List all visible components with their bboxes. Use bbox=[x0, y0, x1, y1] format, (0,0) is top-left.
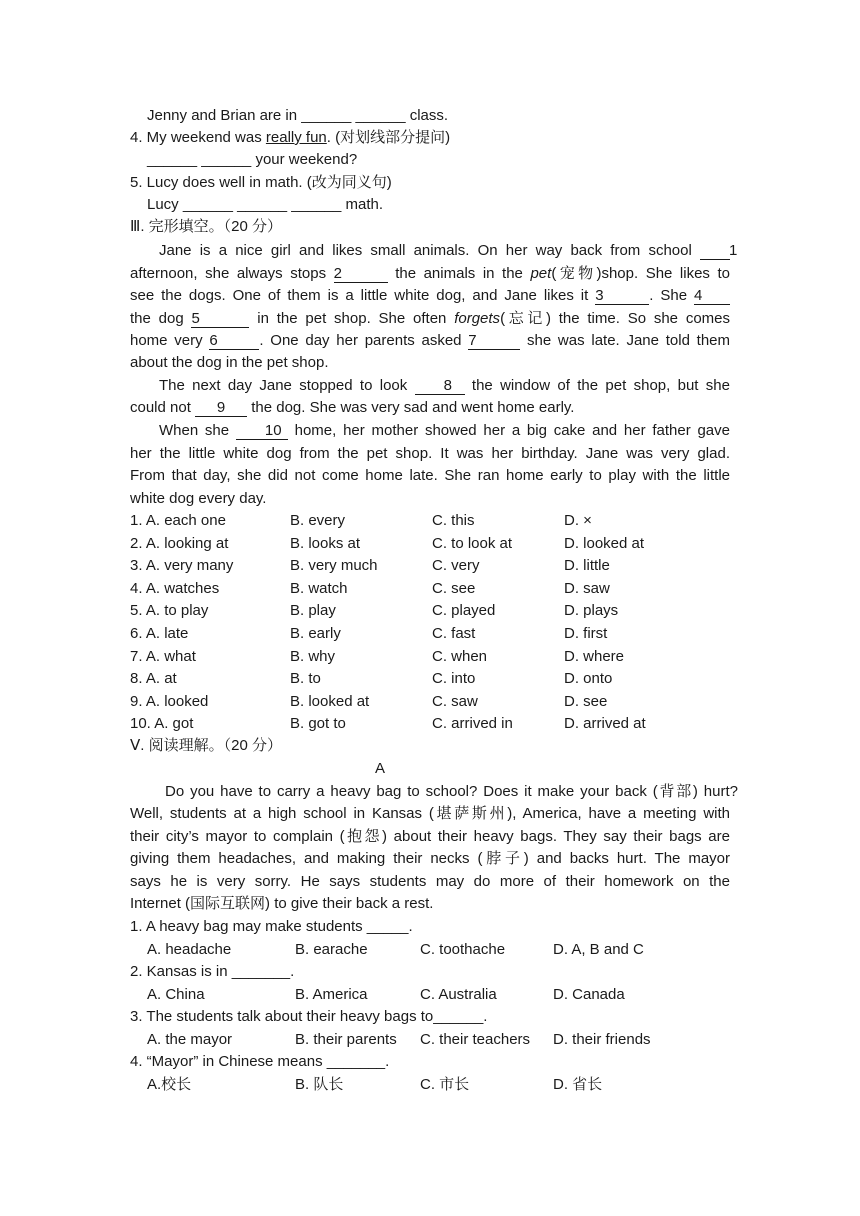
passage-line-1: Do you have to carry a heavy bag to school? Does it make your back (背部) hurt? bbox=[165, 783, 738, 800]
reading-question: 2. Kansas is in _______. bbox=[130, 963, 295, 980]
passage-label: A bbox=[374, 760, 385, 777]
cloze-blank-3: 3 bbox=[595, 287, 649, 305]
section-5-heading: Ⅴ. 阅读理解。（20 分） bbox=[130, 737, 282, 754]
cloze-line-4: the dog 5 in the pet shop. She often forgets(忘记) the time. So she comes bbox=[130, 310, 731, 327]
cloze-option: 8. A. at bbox=[130, 670, 177, 688]
cloze-option: 6. A. late bbox=[130, 625, 189, 642]
reading-option: A.校长 bbox=[147, 1075, 192, 1093]
passage-line-4: giving them headaches, and making their necks (脖子) and backs hurt. The mayor bbox=[130, 850, 730, 867]
reading-option: D. 省长 bbox=[553, 1075, 603, 1093]
cloze-line-3: see the dogs. One of them is a little white dog, and Jane likes it 3 . She 4 bbox=[130, 285, 730, 307]
sentence-jenny-brian: Jenny and Brian are in ______ ______ class. bbox=[147, 107, 449, 124]
cloze-option: B. early bbox=[290, 625, 341, 642]
cloze-option: C. into bbox=[432, 670, 476, 688]
cloze-option: B. looked at bbox=[290, 692, 370, 710]
cloze-option: 10. A. got bbox=[130, 715, 194, 733]
reading-option: D. their friends bbox=[553, 1030, 651, 1048]
cloze-option-row bbox=[130, 555, 770, 577]
reading-option: B. 队长 bbox=[295, 1075, 344, 1093]
cloze-option: D. looked at bbox=[564, 534, 645, 552]
cloze-blank-4: 4 bbox=[694, 287, 730, 305]
reading-question: 3. The students talk about their heavy bags to______. bbox=[130, 1008, 488, 1025]
cloze-option: B. got to bbox=[290, 715, 346, 733]
cloze-option: C. very bbox=[432, 557, 480, 575]
reading-option: B. earache bbox=[295, 940, 368, 958]
cloze-blank-9: 9 bbox=[195, 399, 247, 417]
reading-option: A. the mayor bbox=[147, 1030, 233, 1048]
cloze-option: C. when bbox=[432, 647, 488, 665]
cloze-option: B. to bbox=[290, 670, 321, 688]
cloze-option-row bbox=[130, 600, 770, 622]
cloze-option: 3. A. very many bbox=[130, 557, 234, 575]
cloze-blank-7: 7 bbox=[468, 332, 520, 350]
passage-line-5: says he is very sorry. He says students may do more of their homework on the bbox=[130, 873, 730, 890]
cloze-option: B. every bbox=[290, 512, 346, 529]
cloze-option-row bbox=[130, 713, 770, 735]
cloze-option-row bbox=[130, 623, 770, 645]
cloze-option-row bbox=[130, 578, 770, 600]
reading-option: C. Australia bbox=[420, 985, 497, 1003]
cloze-line-1: Jane is a nice girl and likes small animals. On her way back from school 1 bbox=[159, 242, 738, 259]
cloze-option: D. saw bbox=[564, 579, 610, 597]
reading-question: 1. A heavy bag may make students _____. bbox=[130, 918, 413, 935]
reading-option-row bbox=[130, 984, 770, 1006]
cloze-option: C. played bbox=[432, 602, 496, 620]
reading-option: D. A, B and C bbox=[553, 940, 644, 958]
cloze-option-row bbox=[130, 533, 770, 555]
reading-option: C. their teachers bbox=[420, 1030, 531, 1048]
cloze-option: B. why bbox=[290, 647, 336, 665]
reading-option: D. Canada bbox=[553, 985, 625, 1003]
cloze-line-11: From that day, she did not come home late. She ran home early to play with the little bbox=[130, 467, 730, 484]
cloze-blank-10: 10 bbox=[236, 422, 288, 440]
cloze-option: 2. A. looking at bbox=[130, 534, 229, 552]
cloze-option-row bbox=[130, 668, 770, 690]
question-5: 5. Lucy does well in math. (改为同义句) bbox=[130, 174, 392, 191]
cloze-line-10: her the little white dog from the pet shop. It was her birthday. Jane was very glad. bbox=[130, 445, 730, 462]
cloze-option: 9. A. looked bbox=[130, 692, 209, 710]
cloze-line-12: white dog every day. bbox=[130, 490, 267, 507]
reading-option: A. China bbox=[147, 985, 205, 1003]
cloze-option: C. arrived in bbox=[432, 715, 513, 733]
cloze-option: C. this bbox=[432, 512, 475, 529]
cloze-option: 7. A. what bbox=[130, 647, 196, 665]
section-3-heading: Ⅲ. 完形填空。（20 分） bbox=[130, 218, 283, 235]
reading-option: A. headache bbox=[147, 940, 232, 958]
cloze-option: 5. A. to play bbox=[130, 602, 209, 620]
cloze-blank-5: 5 bbox=[191, 310, 249, 328]
cloze-option: B. play bbox=[290, 602, 336, 620]
cloze-option: D. first bbox=[564, 625, 608, 642]
question-4: 4. My weekend was really fun. (对划线部分提问) bbox=[130, 129, 451, 146]
cloze-line-5: home very 6 . One day her parents asked 7 she was late. Jane told them bbox=[130, 332, 730, 349]
cloze-line-2: afternoon, she always stops 2 the animals in the pet(宠物)shop. She likes to bbox=[130, 265, 730, 282]
cloze-option: D. plays bbox=[564, 602, 619, 620]
cloze-option: D. arrived at bbox=[564, 715, 646, 733]
cloze-option: B. very much bbox=[290, 557, 378, 575]
reading-option: B. their parents bbox=[295, 1030, 397, 1048]
cloze-option: D. onto bbox=[564, 670, 613, 688]
cloze-option-row bbox=[130, 691, 770, 713]
cloze-option: D. see bbox=[564, 692, 608, 710]
reading-question: 4. “Mayor” in Chinese means _______. bbox=[130, 1053, 390, 1070]
cloze-line-7: The next day Jane stopped to look 8 the window of the pet shop, but she bbox=[159, 377, 730, 394]
passage-line-3: their city’s mayor to complain (抱怨) about their heavy bags. They say their bags are bbox=[130, 828, 730, 845]
reading-option-row bbox=[130, 1074, 770, 1096]
reading-option: B. America bbox=[295, 985, 368, 1003]
cloze-option: C. saw bbox=[432, 692, 478, 710]
cloze-blank-8: 8 bbox=[415, 377, 465, 395]
question-4-answer: ______ ______ your weekend? bbox=[147, 151, 358, 168]
cloze-option: C. to look at bbox=[432, 534, 513, 552]
reading-option: C. toothache bbox=[420, 940, 506, 958]
passage-line-6: Internet (国际互联网) to give their back a rest. bbox=[130, 895, 434, 912]
cloze-line-6: about the dog in the pet shop. bbox=[130, 354, 329, 371]
cloze-option: D. where bbox=[564, 647, 625, 665]
cloze-line-8: could not 9 the dog. She was very sad and went home early. bbox=[130, 399, 575, 416]
reading-option: C. 市长 bbox=[420, 1075, 470, 1093]
cloze-option-row bbox=[130, 646, 770, 668]
cloze-option: C. see bbox=[432, 579, 476, 597]
cloze-option: B. looks at bbox=[290, 534, 361, 552]
passage-line-2: Well, students at a high school in Kansas (堪萨斯州), America, have a meeting with bbox=[130, 805, 730, 822]
cloze-blank-1: 1 bbox=[700, 242, 730, 260]
cloze-line-9: When she 10 home, her mother showed her a big cake and her father gave bbox=[159, 422, 730, 439]
cloze-option: 1. A. each one bbox=[130, 512, 226, 529]
cloze-blank-2: 2 bbox=[334, 265, 388, 283]
cloze-option: D. × bbox=[564, 512, 592, 529]
cloze-option: B. watch bbox=[290, 579, 348, 597]
cloze-option-row bbox=[130, 510, 770, 532]
cloze-option: 4. A. watches bbox=[130, 579, 220, 597]
reading-option-row bbox=[130, 1029, 770, 1051]
cloze-option: C. fast bbox=[432, 625, 476, 642]
reading-option-row bbox=[130, 939, 770, 961]
cloze-blank-6: 6 bbox=[209, 332, 259, 350]
question-5-answer: Lucy ______ ______ ______ math. bbox=[147, 196, 384, 213]
cloze-option: D. little bbox=[564, 557, 610, 575]
